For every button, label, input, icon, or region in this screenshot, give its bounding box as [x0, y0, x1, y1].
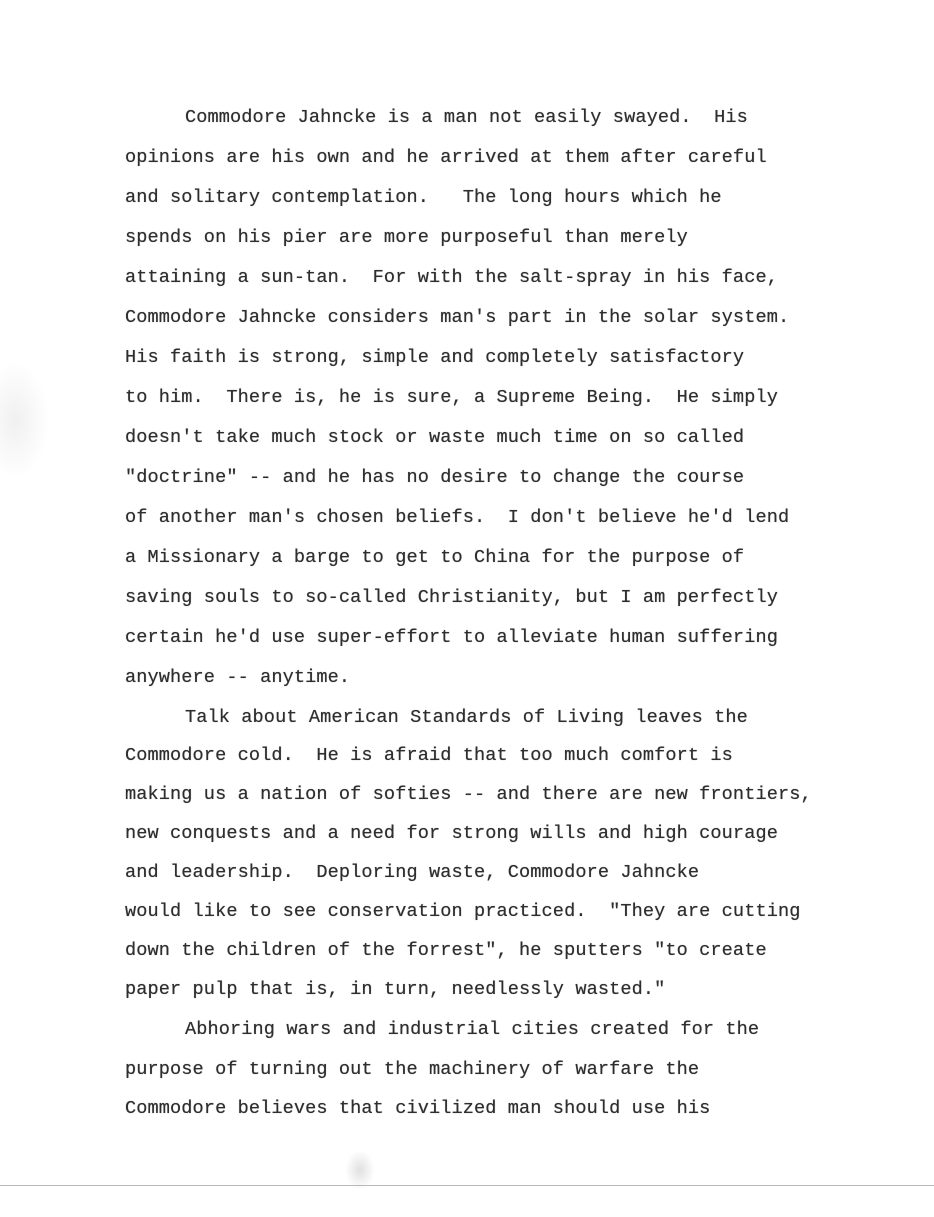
text-line: Abhoring wars and industrial cities created for the [185, 1019, 760, 1040]
text-line: Talk about American Standards of Living leaves the [185, 707, 748, 728]
paper-smudge-left [0, 360, 50, 480]
text-line: His faith is strong, simple and completely satisfactory [125, 347, 745, 368]
text-line: doesn't take much stock or waste much time on so called [125, 427, 745, 448]
text-line: attaining a sun-tan. For with the salt-spray in his face, [125, 267, 778, 288]
text-line: and solitary contemplation. The long hours which he [125, 187, 722, 208]
text-line: certain he'd use super-effort to alleviate human suffering [125, 627, 778, 648]
text-line: anywhere -- anytime. [125, 667, 351, 688]
text-line: Commodore Jahncke considers man's part in the solar system. [125, 307, 790, 328]
page-bottom-edge [0, 1185, 934, 1186]
text-line: "doctrine" -- and he has no desire to change the course [125, 467, 745, 488]
text-line: new conquests and a need for strong wills and high courage [125, 823, 778, 844]
text-line: making us a nation of softies -- and there are new frontiers, [125, 784, 812, 805]
text-line: and leadership. Deploring waste, Commodore Jahncke [125, 862, 700, 883]
text-line: a Missionary a barge to get to China for the purpose of [125, 547, 745, 568]
text-line: opinions are his own and he arrived at them after careful [125, 147, 767, 168]
text-line: spends on his pier are more purposeful than merely [125, 227, 688, 248]
text-line: of another man's chosen beliefs. I don't believe he'd lend [125, 507, 790, 528]
text-line: Commodore Jahncke is a man not easily swayed. His [185, 107, 748, 128]
text-line: purpose of turning out the machinery of warfare the [125, 1059, 700, 1080]
text-line: saving souls to so-called Christianity, but I am perfectly [125, 587, 778, 608]
text-line: Commodore believes that civilized man should use his [125, 1098, 711, 1119]
text-line: paper pulp that is, in turn, needlessly wasted." [125, 979, 666, 1000]
text-line: would like to see conservation practiced. "They are cutting [125, 901, 801, 922]
text-line: down the children of the forrest", he sputters "to create [125, 940, 767, 961]
text-line: to him. There is, he is sure, a Supreme Being. He simply [125, 387, 778, 408]
paper-smudge-bottom [345, 1150, 375, 1190]
text-line: Commodore cold. He is afraid that too much comfort is [125, 745, 733, 766]
